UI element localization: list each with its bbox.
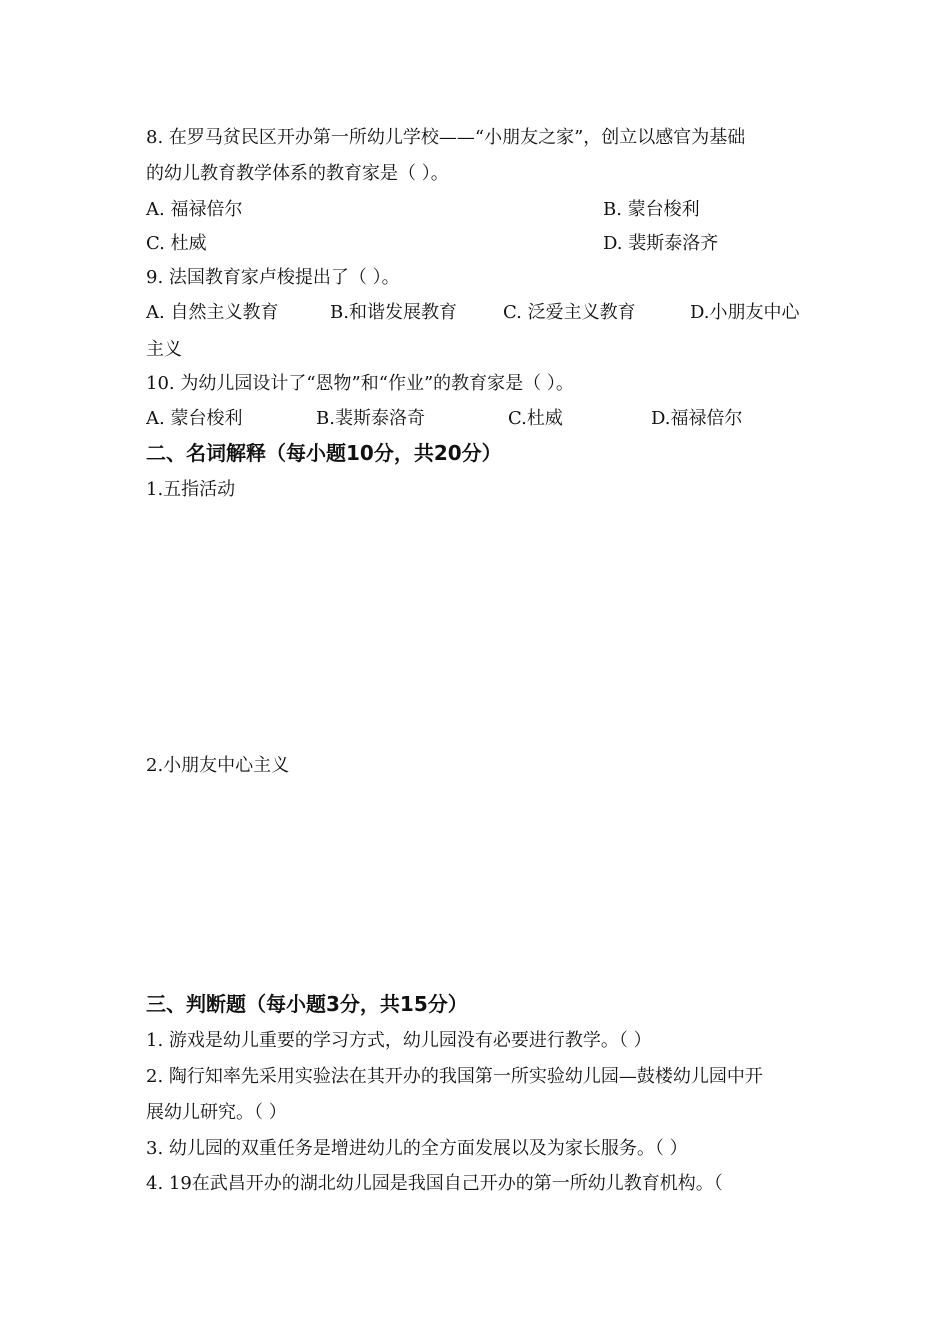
q9-option-d: D.小朋友中心 [690, 302, 800, 323]
q9-option-b: B.和谐发展教育 [330, 302, 457, 323]
section3-item-4: 4. 19在武昌开办的湖北幼儿园是我国自己开办的第一所幼儿教育机构。（ [146, 1173, 723, 1194]
q8-option-d: D. 裴斯泰洛齐 [603, 233, 719, 254]
q9-stem: 9. 法国教育家卢梭提出了（ ）。 [146, 267, 400, 288]
q9-option-d-continued: 主义 [146, 339, 182, 360]
section3-item-2-line1: 2. 陶行知率先采用实验法在其开办的我国第一所实验幼儿园—鼓楼幼儿园中开 [146, 1066, 763, 1087]
section3-item-3: 3. 幼儿园的双重任务是增进幼儿的全方面发展以及为家长服务。（ ） [146, 1138, 688, 1159]
q9-option-c: C. 泛爱主义教育 [503, 302, 636, 323]
q10-option-a: A. 蒙台梭利 [146, 408, 243, 429]
q8-stem-line2: 的幼儿教育教学体系的教育家是（ ）。 [146, 163, 449, 184]
section3-item-2-line2: 展幼儿研究。（ ） [146, 1102, 287, 1123]
section2-item-1: 1.五指活动 [146, 479, 236, 500]
q10-option-b: B.裴斯泰洛奇 [316, 408, 425, 429]
q10-option-d: D.福禄倍尔 [651, 408, 743, 429]
section2-item-2: 2.小朋友中心主义 [146, 755, 290, 776]
q8-stem-line1: 8. 在罗马贫民区开办第一所幼儿学校——“小朋友之家”，创立以感官为基础 [146, 127, 746, 148]
q8-option-a: A. 福禄倍尔 [146, 199, 243, 220]
q10-stem: 10. 为幼儿园设计了“恩物”和“作业”的教育家是（ ）。 [146, 373, 574, 394]
q8-option-c: C. 杜威 [146, 233, 207, 254]
section2-heading: 二、名词解释（每小题10分，共20分） [146, 441, 502, 465]
section3-item-1: 1. 游戏是幼儿重要的学习方式，幼儿园没有必要进行教学。（ ） [146, 1030, 652, 1051]
q9-option-a: A. 自然主义教育 [146, 302, 279, 323]
q8-option-b: B. 蒙台梭利 [603, 199, 700, 220]
section3-heading: 三、判断题（每小题3分，共15分） [146, 992, 468, 1016]
q10-option-c: C.杜威 [508, 408, 563, 429]
